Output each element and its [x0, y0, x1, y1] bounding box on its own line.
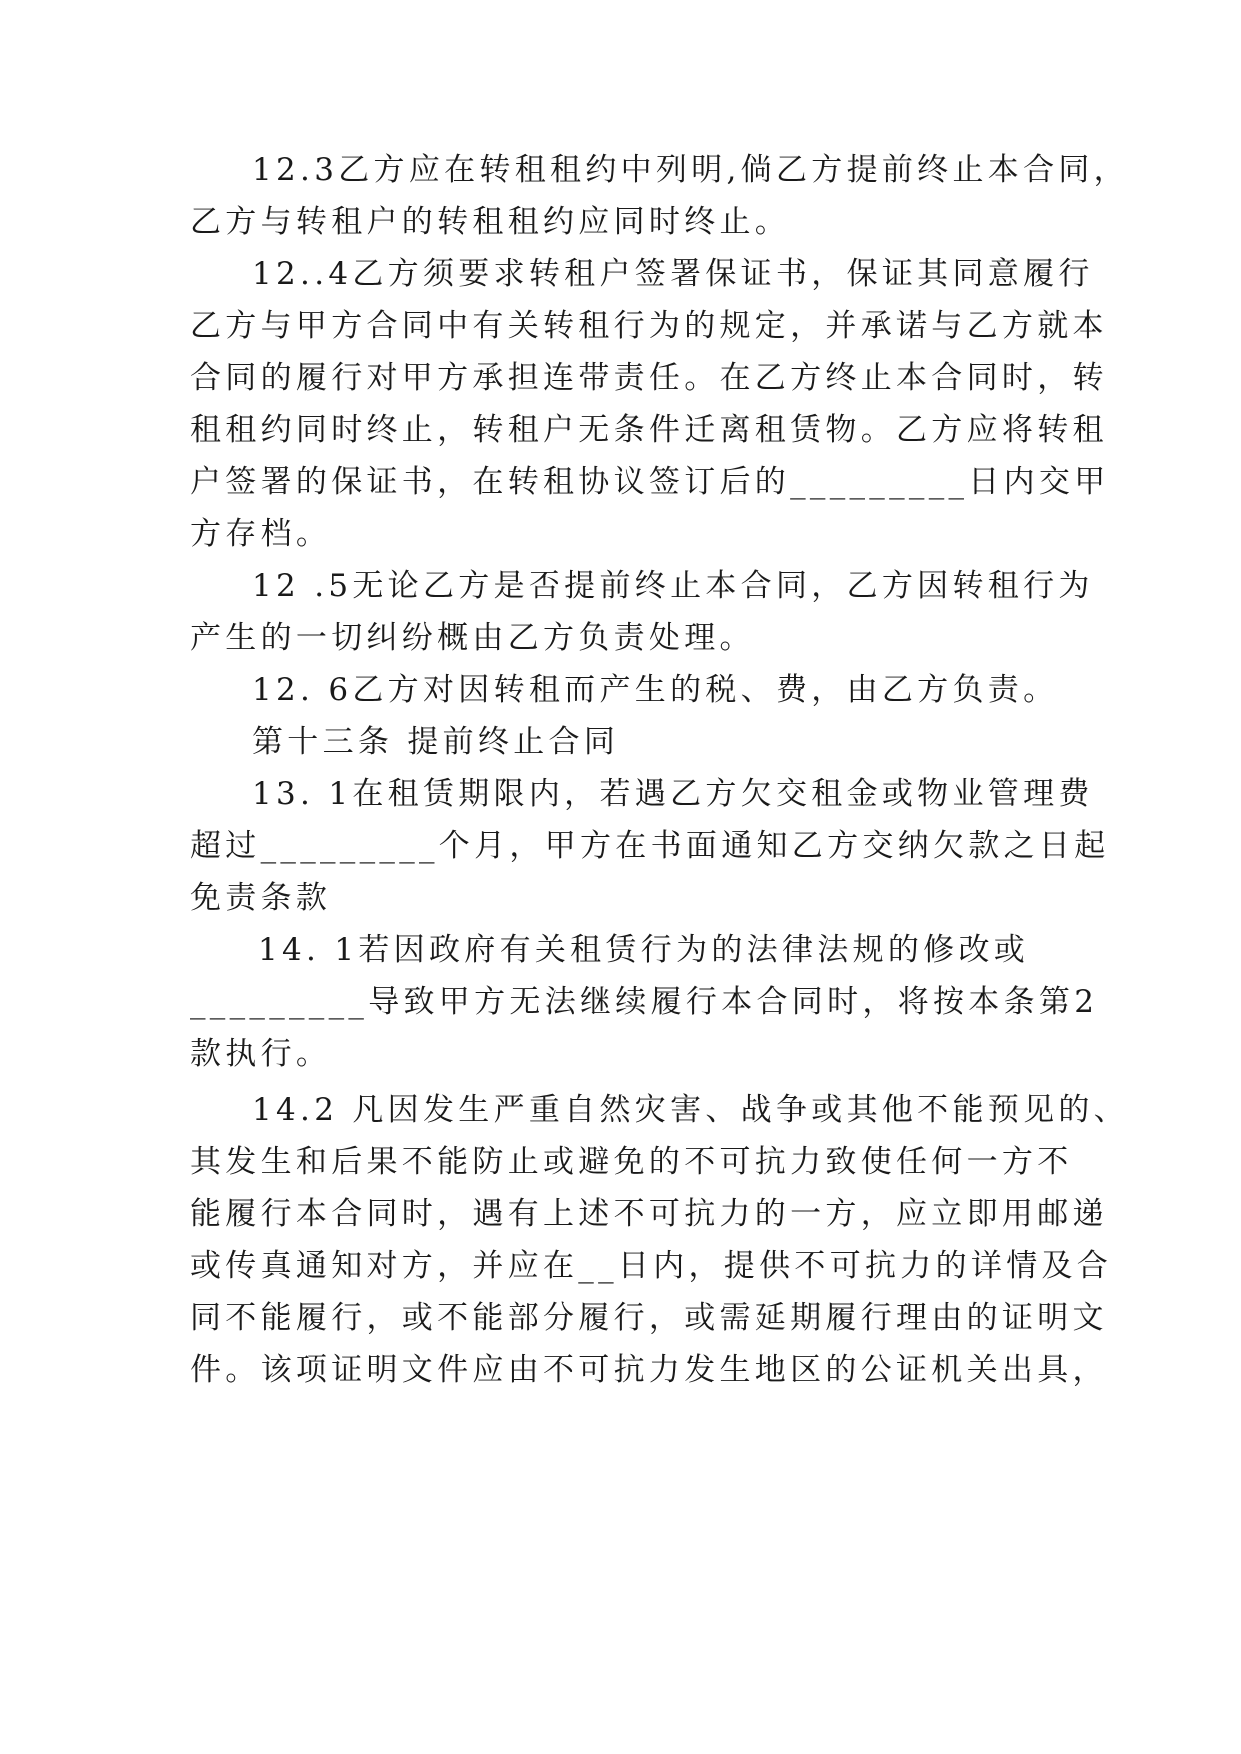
clause-12-4-line-1: 12..4乙方须要求转租户签署保证书，保证其同意履行 [252, 256, 1094, 292]
clause-14-1-line-3: 款执行。 [190, 1036, 332, 1072]
clause-12-6-line-1: 12. 6乙方对因转租而产生的税、费，由乙方负责。 [252, 672, 1059, 708]
clause-14-2-line-3: 能履行本合同时，遇有上述不可抗力的一方，应立即用邮递 [190, 1196, 1108, 1232]
clause-14-1-line-1: 14. 1若因政府有关租赁行为的法律法规的修改或 [258, 932, 1030, 968]
clause-12-4-line-3: 合同的履行对甲方承担连带责任。在乙方终止本合同时，转 [190, 360, 1108, 396]
clause-14-2-line-6: 件。该项证明文件应由不可抗力发生地区的公证机关出具， [190, 1352, 1108, 1388]
clause-14-2-line-1: 14.2 凡因发生严重自然灾害、战争或其他不能预见的、 [252, 1092, 1129, 1128]
clause-12-5-line-2: 产生的一切纠纷概由乙方负责处理。 [190, 620, 755, 656]
clause-12-5-line-1: 12 .5无论乙方是否提前终止本合同，乙方因转租行为 [252, 568, 1094, 604]
exemption-heading: 免责条款 [190, 880, 332, 916]
clause-14-2-line-5: 同不能履行，或不能部分履行，或需延期履行理由的证明文 [190, 1300, 1108, 1336]
clause-14-1-line-2: _________导致甲方无法继续履行本合同时，将按本条第2 [190, 984, 1099, 1020]
clause-14-2-line-4: 或传真通知对方，并应在__日内，提供不可抗力的详情及合 [190, 1248, 1113, 1284]
clause-12-3-line-2: 乙方与转租户的转租租约应同时终止。 [190, 204, 791, 240]
clause-13-1-line-2: 超过_________个月，甲方在书面通知乙方交纳欠款之日起 [190, 828, 1110, 864]
clause-12-4-line-4: 租租约同时终止，转租户无条件迁离租赁物。乙方应将转租 [190, 412, 1108, 448]
clause-12-4-line-2: 乙方与甲方合同中有关转租行为的规定，并承诺与乙方就本 [190, 308, 1108, 344]
clause-12-3-line-1: 12.3乙方应在转租租约中列明,倘乙方提前终止本合同， [252, 152, 1129, 188]
clause-14-2-line-2: 其发生和后果不能防止或避免的不可抗力致使任何一方不 [190, 1144, 1073, 1180]
article-13-heading: 第十三条 提前终止合同 [252, 724, 620, 760]
clause-12-4-line-6: 方存档。 [190, 516, 332, 552]
clause-12-4-line-5: 户签署的保证书，在转租协议签订后的_________日内交甲 [190, 464, 1110, 500]
clause-13-1-line-1: 13. 1在租赁期限内，若遇乙方欠交租金或物业管理费 [252, 776, 1094, 812]
